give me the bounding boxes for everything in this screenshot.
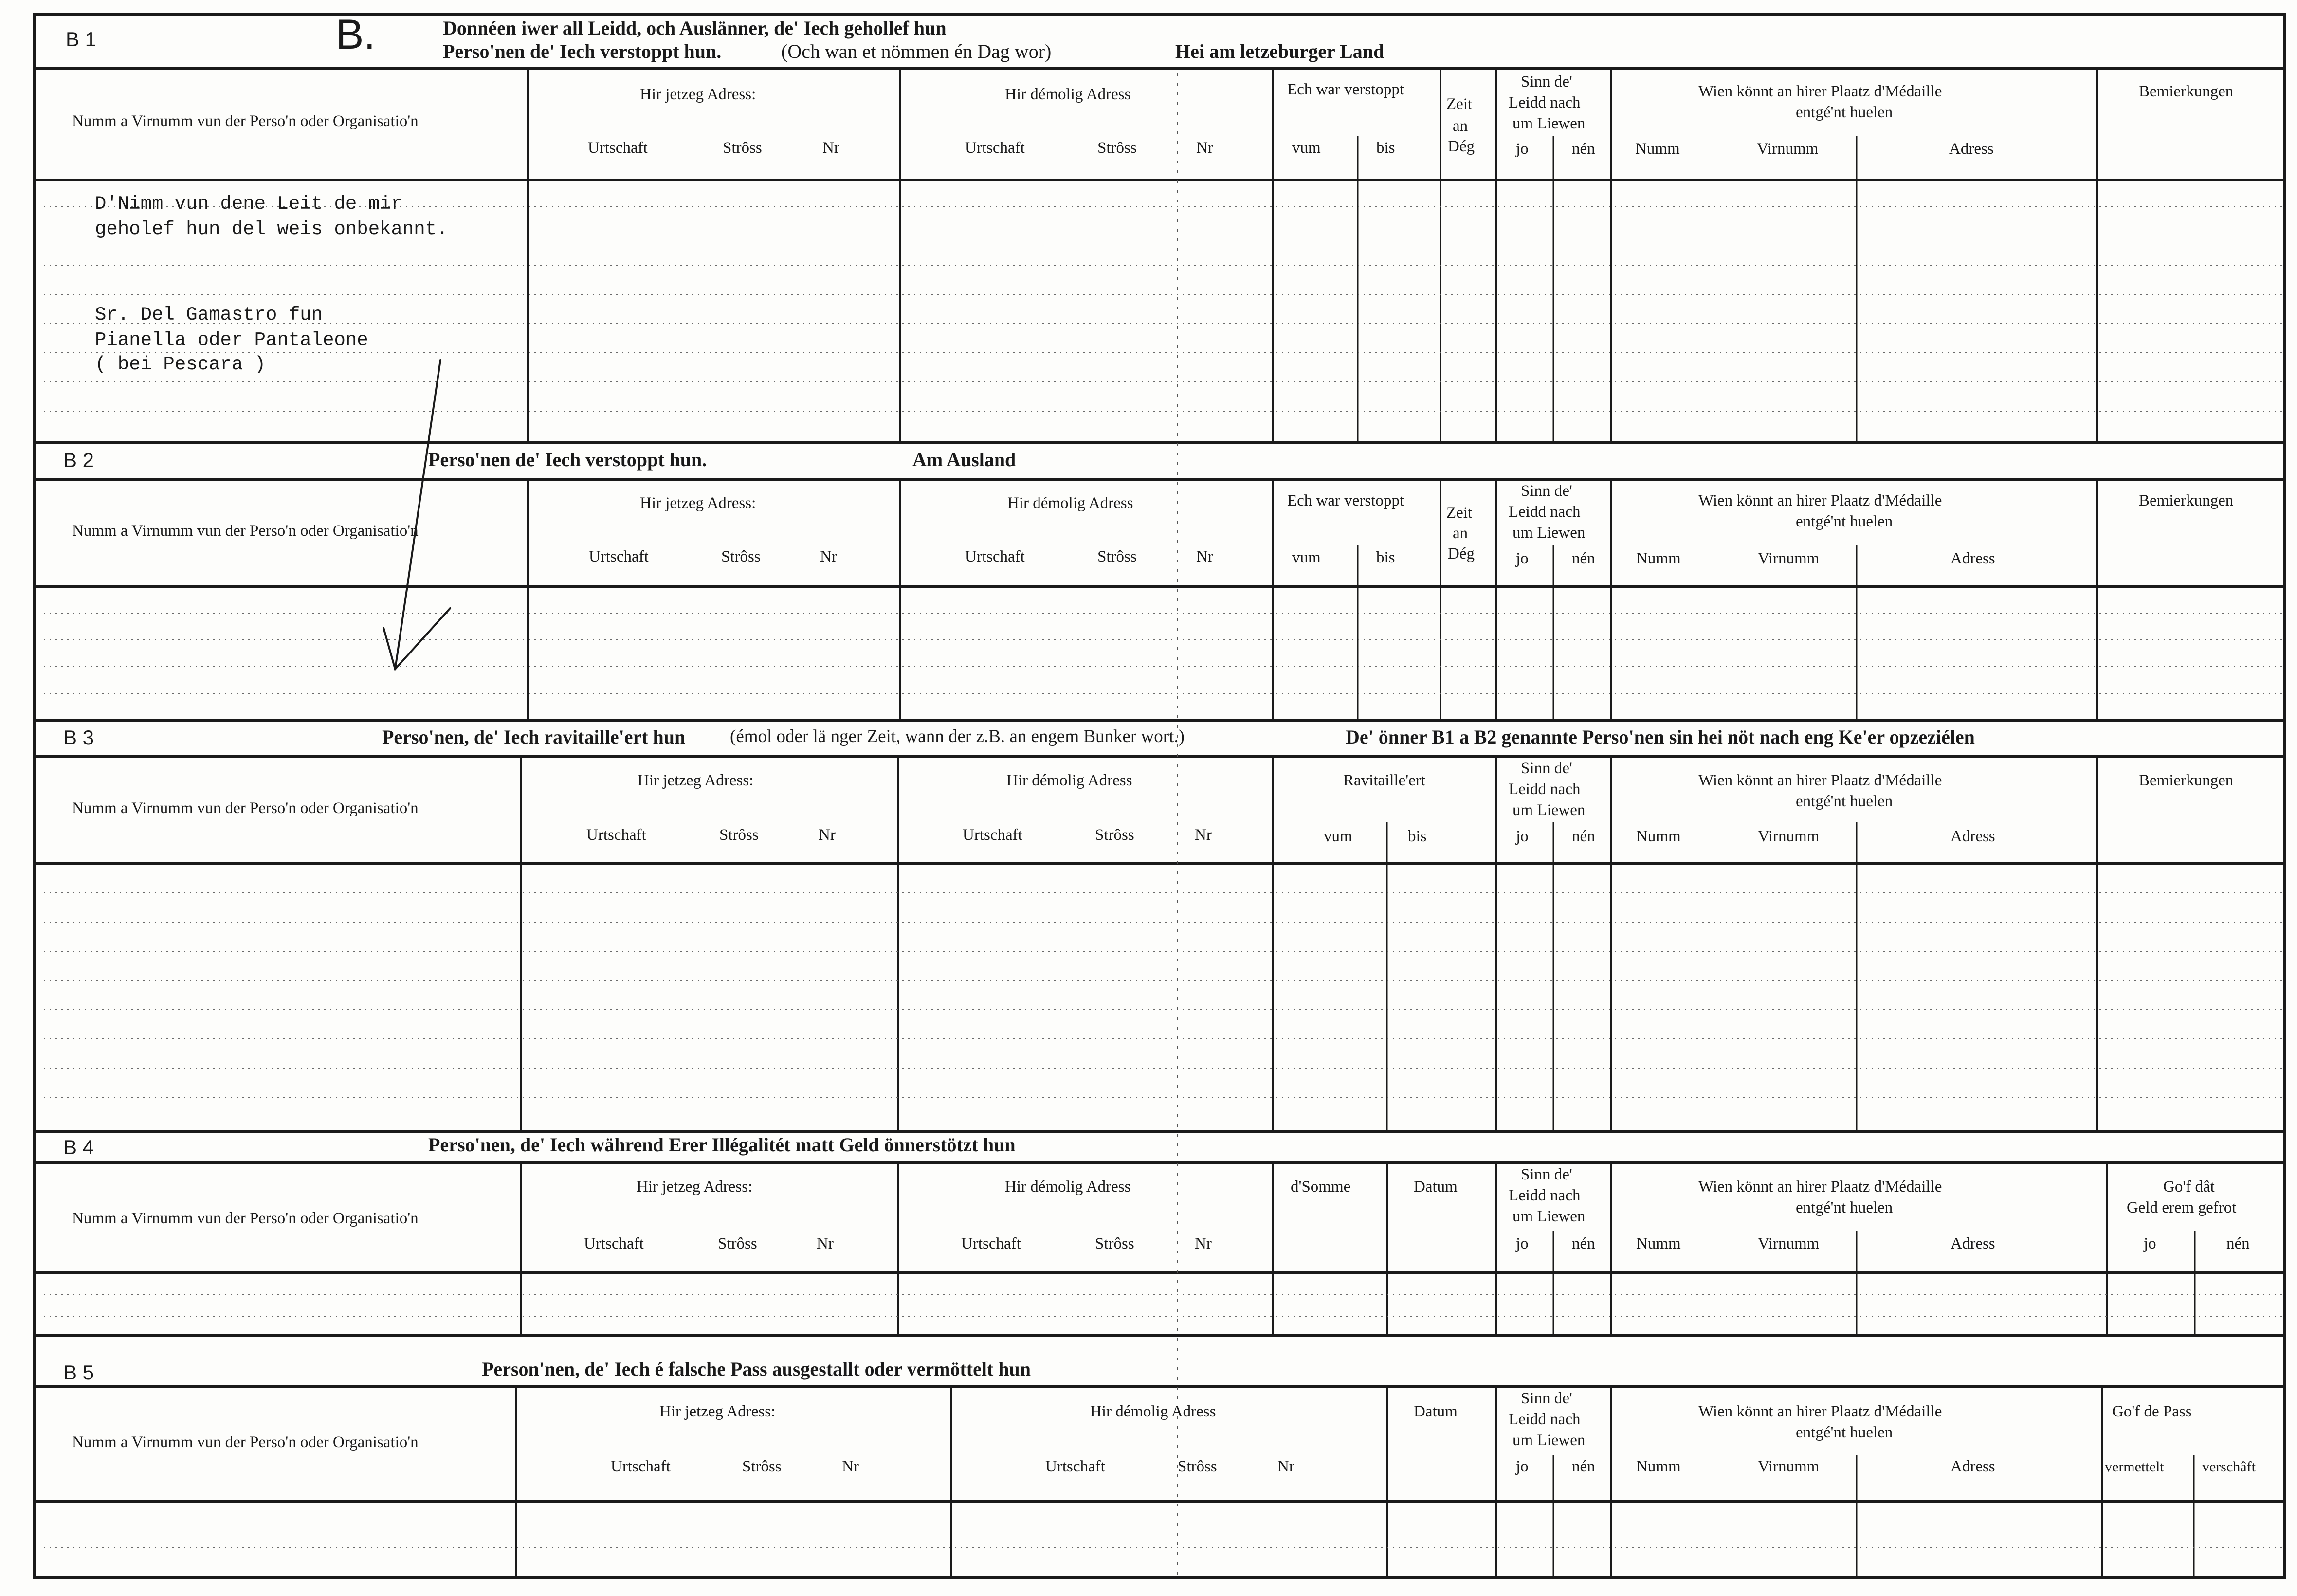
b5-header-old-nr: Nr — [1277, 1458, 1294, 1475]
b3-header-medaille-1: Wien könnt an hirer Plaatz d'Médaille — [1698, 772, 1942, 789]
b4-header-sinn-1: Sinn de' — [1521, 1166, 1572, 1183]
b5-header-medaille-1: Wien könnt an hirer Plaatz d'Médaille — [1698, 1403, 1942, 1420]
b4-label: B 4 — [63, 1136, 94, 1159]
b5-header-nen: nén — [1572, 1458, 1595, 1475]
b1-header-stross: Strôss — [723, 139, 762, 157]
typed-line-3: Sr. Del Gamastro fun — [95, 304, 323, 326]
b5-header-verschaft: verschâft — [2202, 1459, 2256, 1475]
b5-label: B 5 — [63, 1361, 94, 1384]
b3-title-instruction: De' önner B1 a B2 genannte Perso'nen sin hei nöt nach eng Ke'er opzeziélen — [1346, 726, 1975, 748]
b1-header-numm: Numm — [1635, 140, 1680, 158]
b3-header-stross: Strôss — [719, 826, 759, 844]
b1-header-an: an — [1453, 117, 1468, 135]
b1-header-nen: nén — [1572, 140, 1595, 158]
b3-header-virnumm: Virnumm — [1758, 828, 1820, 845]
b4-header-datum: Datum — [1414, 1178, 1458, 1196]
b3-header-jo: jo — [1516, 828, 1529, 845]
b3-header-sinn-2: Leidd nach — [1509, 780, 1581, 798]
b4-header-medaille-2: entgé'nt huelen — [1796, 1199, 1893, 1216]
b2-header-an: an — [1453, 525, 1468, 542]
b4-header-sinn-2: Leidd nach — [1509, 1187, 1581, 1204]
b5-header-urtschaft: Urtschaft — [611, 1458, 671, 1475]
b2-header-deg: Dég — [1448, 545, 1475, 562]
b2-header-sinn-3: um Liewen — [1513, 524, 1586, 542]
b2-header-old-nr: Nr — [1196, 548, 1213, 565]
b1-header-virnumm: Virnumm — [1757, 140, 1819, 158]
b3-header-urtschaft: Urtschaft — [586, 826, 646, 844]
b5-header-numm: Numm — [1636, 1458, 1681, 1475]
b3-title-note: (émol oder lä nger Zeit, wann der z.B. an engem Bunker wort.) — [730, 726, 1185, 746]
typed-line-1: D'Nimm vun dene Leit de mir — [95, 193, 402, 215]
b2-header-old-address: Hir démolig Adress — [1007, 494, 1133, 512]
b4-header-jo-geld: jo — [2144, 1235, 2156, 1252]
b3-header-nr: Nr — [819, 826, 836, 844]
b2-header-sinn-2: Leidd nach — [1509, 503, 1581, 521]
b3-header-old-address: Hir démolig Adress — [1006, 772, 1132, 789]
b4-header-old-nr: Nr — [1195, 1235, 1212, 1252]
b2-title: Perso'nen de' Iech verstoppt hun. — [428, 449, 707, 471]
b5-header-sinn-3: um Liewen — [1513, 1432, 1586, 1449]
b1-header-vum: vum — [1292, 139, 1321, 157]
b3-header-numm: Numm — [1636, 828, 1681, 845]
b3-header-sinn-1: Sinn de' — [1521, 760, 1572, 777]
b4-header-medaille-1: Wien könnt an hirer Plaatz d'Médaille — [1698, 1178, 1942, 1196]
b1-header-deg: Dég — [1448, 138, 1475, 155]
b4-header-gof-geld-1: Go'f dât — [2163, 1178, 2215, 1196]
b2-header-virnumm: Virnumm — [1758, 550, 1820, 567]
b2-header-urtschaft: Urtschaft — [589, 548, 649, 565]
b1-header-adress: Adress — [1949, 140, 1994, 158]
b4-header-nr: Nr — [817, 1235, 834, 1252]
b5-header-sinn-1: Sinn de' — [1521, 1390, 1572, 1407]
b1-letter: B. — [336, 11, 376, 58]
b4-header-sinn-3: um Liewen — [1513, 1208, 1586, 1225]
b1-header-zeit: Zeit — [1446, 95, 1473, 113]
b4-header-virnumm: Virnumm — [1758, 1235, 1820, 1252]
b2-header-zeit: Zeit — [1446, 504, 1473, 522]
b3-header-current-address: Hir jetzeg Adress: — [638, 772, 754, 789]
b2-header-name: Numm a Virnumm vun der Perso'n oder Organisatio'n — [72, 522, 419, 540]
b5-header-old-address: Hir démolig Adress — [1090, 1403, 1216, 1420]
b5-header-sinn-2: Leidd nach — [1509, 1411, 1581, 1428]
b2-header-adress: Adress — [1951, 550, 1995, 567]
b3-header-old-stross: Strôss — [1095, 826, 1134, 844]
b2-title-location: Am Ausland — [912, 449, 1016, 471]
b2-header-bemierkungen: Bemierkungen — [2139, 492, 2234, 509]
b1-title-location: Hei am letzeburger Land — [1175, 40, 1385, 62]
b2-header-old-urtschaft: Urtschaft — [965, 548, 1025, 565]
b3-title: Perso'nen, de' Iech ravitaille'ert hun — [382, 726, 686, 748]
b4-header-old-stross: Strôss — [1095, 1235, 1134, 1252]
b5-header-name: Numm a Virnumm vun der Perso'n oder Organisatio'n — [72, 1433, 419, 1451]
b2-header-hidden: Ech war verstoppt — [1287, 492, 1404, 509]
b1-header-sinn-3: um Liewen — [1513, 115, 1586, 132]
b5-header-jo: jo — [1516, 1458, 1529, 1475]
b3-header-old-urtschaft: Urtschaft — [963, 826, 1022, 844]
b5-title: Person'nen, de' Iech é falsche Pass ausgestallt oder vermöttelt hun — [482, 1358, 1031, 1380]
b2-header-vum: vum — [1292, 549, 1321, 566]
b3-label: B 3 — [63, 726, 94, 749]
b5-header-current-address: Hir jetzeg Adress: — [659, 1403, 776, 1420]
b1-header-bis: bis — [1376, 139, 1395, 157]
b2-header-current-address: Hir jetzeg Adress: — [640, 494, 756, 512]
b2-header-bis: bis — [1376, 549, 1395, 566]
b1-header-nr: Nr — [822, 139, 839, 157]
b1-title-line2: Perso'nen de' Iech verstoppt hun. — [443, 40, 722, 62]
b4-header-urtschaft: Urtschaft — [584, 1235, 644, 1252]
b5-header-nr: Nr — [842, 1458, 859, 1475]
b4-header-adress: Adress — [1951, 1235, 1995, 1252]
b2-header-sinn-1: Sinn de' — [1521, 482, 1572, 500]
b4-header-nen-geld: nén — [2226, 1235, 2250, 1252]
typed-line-2: geholef hun del weis onbekannt. — [95, 218, 448, 240]
b5-header-medaille-2: entgé'nt huelen — [1796, 1424, 1893, 1441]
b4-header-jo: jo — [1516, 1235, 1529, 1252]
b1-header-medaille-1: Wien könnt an hirer Plaatz d'Médaille — [1698, 83, 1942, 100]
b2-header-medaille-2: entgé'nt huelen — [1796, 513, 1893, 530]
b3-header-nen: nén — [1572, 828, 1595, 845]
b5-header-gof-pass: Go'f de Pass — [2112, 1403, 2192, 1420]
b4-header-gof-geld-2: Geld erem gefrot — [2127, 1199, 2237, 1216]
b4-header-name: Numm a Virnumm vun der Perso'n oder Organisatio'n — [72, 1210, 419, 1227]
typed-line-4: Pianella oder Pantaleone — [95, 329, 368, 351]
b5-header-stross: Strôss — [742, 1458, 782, 1475]
b4-header-stross: Strôss — [718, 1235, 757, 1252]
b2-header-old-stross: Strôss — [1097, 548, 1137, 565]
typed-line-5: ( bei Pescara ) — [95, 354, 266, 375]
b3-header-ravitaille: Ravitaille'ert — [1343, 772, 1426, 789]
b5-header-old-urtschaft: Urtschaft — [1045, 1458, 1105, 1475]
b3-header-bemierkungen: Bemierkungen — [2139, 772, 2234, 789]
b1-title-note: (Och wan et nömmen én Dag wor) — [781, 40, 1052, 62]
b3-header-bis: bis — [1408, 828, 1427, 845]
b4-header-numm: Numm — [1636, 1235, 1681, 1252]
b4-header-current-address: Hir jetzeg Adress: — [637, 1178, 753, 1196]
b2-header-nen: nén — [1572, 550, 1595, 567]
b1-header-old-urtschaft: Urtschaft — [965, 139, 1025, 157]
b3-header-vum: vum — [1324, 828, 1352, 845]
b4-header-old-urtschaft: Urtschaft — [961, 1235, 1021, 1252]
b1-header-old-stross: Strôss — [1097, 139, 1137, 157]
b2-header-numm: Numm — [1636, 550, 1681, 567]
b1-header-urtschaft: Urtschaft — [588, 139, 648, 157]
b1-header-bemierkungen: Bemierkungen — [2139, 83, 2234, 100]
b1-label: B 1 — [66, 28, 97, 51]
b1-header-hidden: Ech war verstoppt — [1287, 81, 1404, 98]
b1-header-name: Numm a Virnumm vun der Perso'n oder Organisatio'n — [72, 112, 419, 130]
b1-title-line1: Donnéen iwer all Leidd, och Auslänner, de' Iech gehollef hun — [443, 17, 947, 39]
b2-header-jo: jo — [1516, 550, 1529, 567]
b1-header-old-address: Hir démolig Adress — [1005, 86, 1131, 103]
b5-header-adress: Adress — [1951, 1458, 1995, 1475]
b2-header-stross: Strôss — [721, 548, 761, 565]
b3-header-medaille-2: entgé'nt huelen — [1796, 793, 1893, 810]
b2-header-nr: Nr — [820, 548, 837, 565]
b1-header-sinn-2: Leidd nach — [1509, 94, 1581, 111]
b3-header-adress: Adress — [1951, 828, 1995, 845]
b4-header-old-address: Hir démolig Adress — [1005, 1178, 1131, 1196]
b3-header-name: Numm a Virnumm vun der Perso'n oder Organisatio'n — [72, 799, 419, 817]
b4-header-nen: nén — [1572, 1235, 1595, 1252]
b3-header-old-nr: Nr — [1195, 826, 1212, 844]
b1-header-old-nr: Nr — [1196, 139, 1213, 157]
b3-header-sinn-3: um Liewen — [1513, 801, 1586, 819]
b4-title: Perso'nen, de' Iech während Erer Illégalitét matt Geld önnerstötzt hun — [428, 1134, 1016, 1156]
b5-header-vermettelt: vermettelt — [2105, 1459, 2164, 1475]
b2-label: B 2 — [63, 449, 94, 472]
b5-header-virnumm: Virnumm — [1758, 1458, 1820, 1475]
b1-header-jo: jo — [1516, 140, 1529, 158]
b2-header-medaille-1: Wien könnt an hirer Plaatz d'Médaille — [1698, 492, 1942, 509]
b1-header-current-address: Hir jetzeg Adress: — [640, 86, 756, 103]
handdrawn-arrow-icon — [383, 360, 450, 669]
b5-header-datum: Datum — [1414, 1403, 1458, 1420]
b1-header-sinn-1: Sinn de' — [1521, 73, 1572, 91]
b5-header-old-stross: Strôss — [1178, 1458, 1217, 1475]
b4-header-somme: d'Somme — [1291, 1178, 1351, 1196]
b1-header-medaille-2: entgé'nt huelen — [1796, 104, 1893, 121]
